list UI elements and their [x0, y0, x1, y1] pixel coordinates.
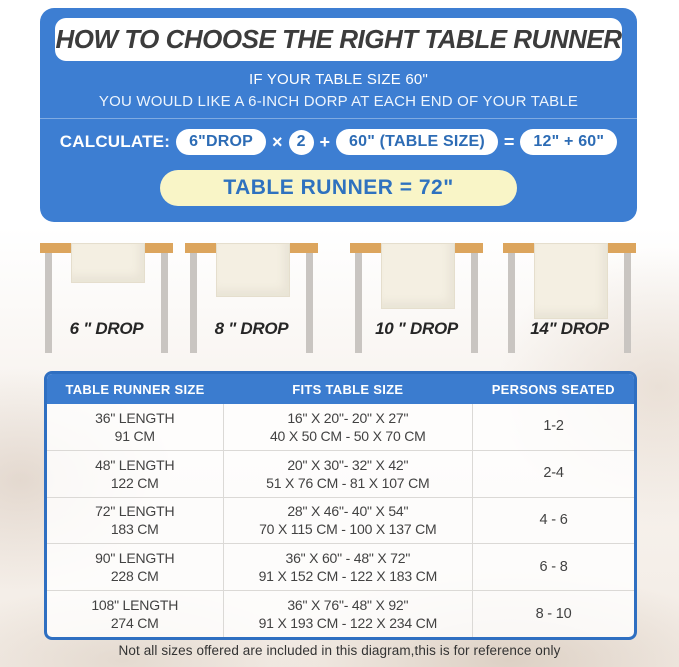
column-header-runner-size: TABLE RUNNER SIZE [65, 381, 205, 397]
table-runner [534, 243, 608, 319]
fits-table-cell [223, 498, 473, 544]
equals-sign: = [503, 131, 515, 152]
table-row [47, 543, 634, 590]
header-panel [40, 8, 637, 222]
drop-table-8 [185, 243, 318, 355]
table-runner [381, 243, 455, 309]
page-title: HOW TO CHOOSE THE RIGHT TABLE RUNNER [55, 24, 622, 54]
table-size-pill: 60" (TABLE SIZE) [336, 129, 498, 155]
drop-table-14 [503, 243, 636, 355]
column-header-persons: PERSONS SEATED [491, 381, 615, 397]
fits-range-in: 36" X 76"- 48" X 92" [287, 596, 409, 613]
persons-cell: 2-4 [472, 451, 634, 497]
runner-length-in: 90" LENGTH [95, 550, 175, 567]
runner-length-cm: 274 CM [110, 615, 159, 632]
subtitle-line-1: IF YOUR TABLE SIZE 60" [249, 71, 428, 88]
fits-table-cell [223, 591, 473, 637]
runner-length-in: 108" LENGTH [91, 596, 179, 613]
fits-range-in: 36" X 60" - 48" X 72" [285, 550, 411, 567]
drop-label: 14" DROP [530, 319, 609, 338]
formula-row [40, 127, 637, 157]
sum-pill: 12" + 60" [520, 129, 617, 155]
column-header-fits-table: FITS TABLE SIZE [292, 381, 404, 397]
persons-cell: 6 - 8 [472, 544, 634, 590]
runner-length-cm: 228 CM [110, 568, 159, 585]
drop-label: 8 " DROP [214, 319, 289, 338]
persons-cell: 8 - 10 [472, 591, 634, 637]
drop-label: 6 " DROP [69, 319, 144, 338]
fits-table-cell [223, 451, 473, 497]
runner-length-cm: 91 CM [114, 427, 155, 444]
drop-table-6 [40, 243, 173, 355]
runner-size-cell [47, 591, 223, 637]
table-runner [71, 243, 145, 283]
panel-divider [40, 118, 637, 119]
runner-size-cell [47, 544, 223, 590]
size-chart-body [47, 404, 634, 637]
multiplier-badge: 2 [289, 130, 314, 155]
runner-length-in: 72" LENGTH [95, 503, 175, 520]
table-row [47, 404, 634, 450]
fits-table-cell [223, 404, 473, 450]
drop-table-10 [350, 243, 483, 355]
multiply-sign: × [272, 131, 283, 152]
persons-cell: 1-2 [472, 404, 634, 450]
fits-range-cm: 91 X 152 CM - 122 X 183 CM [258, 568, 438, 585]
fits-range-in: 16" X 20"- 20" X 27" [287, 409, 409, 426]
drop-pill: 6"DROP [176, 129, 266, 155]
size-chart-header [47, 374, 634, 404]
persons-cell: 4 - 6 [472, 498, 634, 544]
drop-label: 10 " DROP [375, 319, 458, 338]
size-chart [44, 371, 637, 640]
fits-range-in: 20" X 30"- 32" X 42" [287, 456, 409, 473]
runner-size-cell [47, 498, 223, 544]
runner-size-cell [47, 404, 223, 450]
calculate-label: CALCULATE: [59, 132, 171, 151]
subtitle-line-2: YOU WOULD LIKE A 6-INCH DORP AT EACH END OF YOUR TABLE [98, 93, 579, 110]
runner-size-cell [47, 451, 223, 497]
table-runner [216, 243, 290, 297]
runner-length-in: 36" LENGTH [95, 409, 175, 426]
footnote: Not all sizes offered are included in this diagram,this is for reference only [118, 643, 561, 658]
table-row [47, 450, 634, 497]
fits-table-cell [223, 544, 473, 590]
fits-range-cm: 40 X 50 CM - 50 X 70 CM [269, 427, 426, 444]
title-box [55, 18, 622, 61]
fits-range-cm: 91 X 193 CM - 122 X 234 CM [258, 615, 438, 632]
fits-range-cm: 51 X 76 CM - 81 X 107 CM [266, 474, 430, 491]
runner-length-in: 48" LENGTH [95, 456, 175, 473]
fits-range-in: 28" X 46"- 40" X 54" [287, 503, 409, 520]
result-text: TABLE RUNNER = 72" [223, 176, 454, 199]
table-row [47, 590, 634, 637]
table-row [47, 497, 634, 544]
runner-length-cm: 183 CM [110, 521, 159, 538]
plus-sign: + [319, 131, 331, 152]
fits-range-cm: 70 X 115 CM - 100 X 137 CM [259, 521, 437, 538]
runner-length-cm: 122 CM [110, 474, 159, 491]
result-pill [160, 170, 517, 206]
